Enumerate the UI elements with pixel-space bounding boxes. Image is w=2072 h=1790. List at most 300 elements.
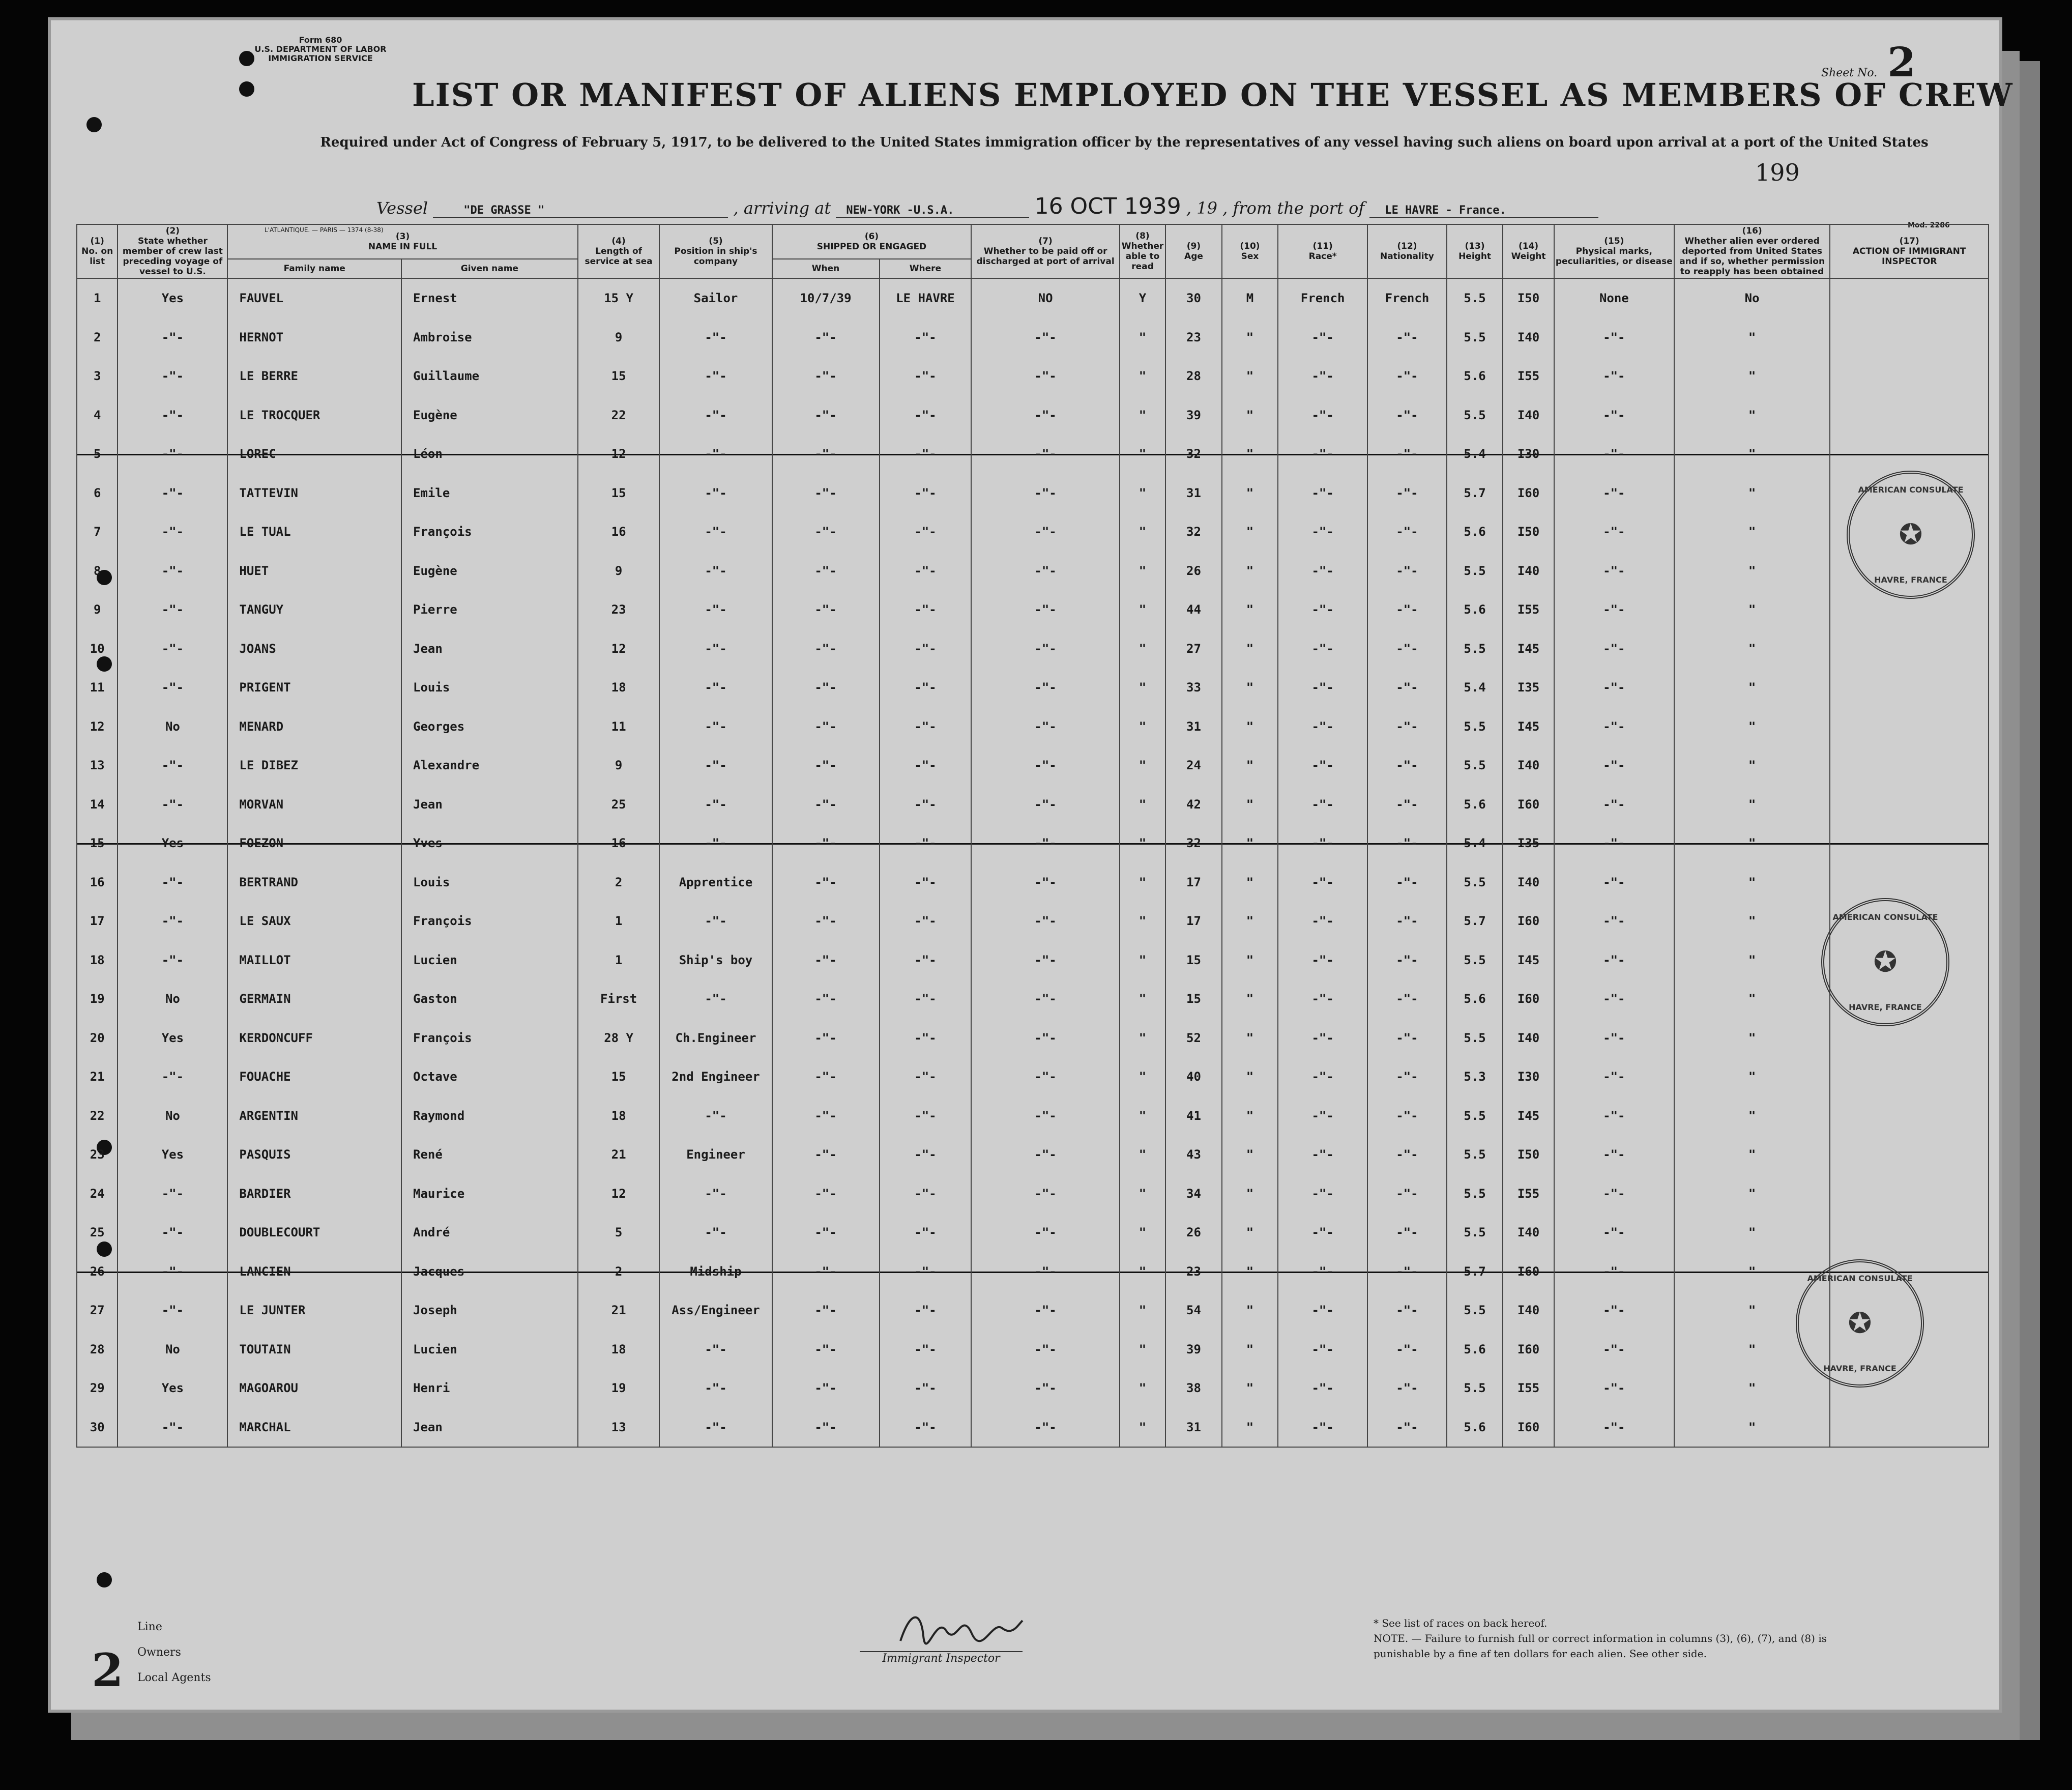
cell-given-name: André <box>401 1213 578 1252</box>
from-port: LE HAVRE - France. <box>1369 204 1598 218</box>
cell-family-name: FAUVEL <box>227 278 401 318</box>
cell-physical-marks: -"- <box>1554 746 1674 785</box>
cell-deported: " <box>1674 1135 1830 1174</box>
cell-age: 52 <box>1165 1019 1222 1058</box>
cell-physical-marks: -"- <box>1554 979 1674 1019</box>
table-row <box>77 902 1989 941</box>
cell-position: -"- <box>659 396 772 435</box>
cell-deported: " <box>1674 629 1830 669</box>
cell-deported: " <box>1674 785 1830 824</box>
page-number: 2 <box>92 1643 124 1697</box>
cell-height: 5.5 <box>1447 1135 1503 1174</box>
cell-shipped-when: -"- <box>772 474 880 513</box>
cell-inspector-action <box>1830 1096 1989 1136</box>
cell-service-length: 12 <box>578 1174 660 1214</box>
cell-weight: I55 <box>1503 1174 1554 1214</box>
cell-shipped-when: -"- <box>772 1330 880 1369</box>
table-row <box>77 1369 1989 1408</box>
cell-list-number: 4 <box>77 396 118 435</box>
cell-height: 5.4 <box>1447 668 1503 707</box>
cell-family-name: KERDONCUFF <box>227 1019 401 1058</box>
cell-height: 5.6 <box>1447 590 1503 629</box>
header-service: (4) Length of service at sea <box>578 224 660 278</box>
table-header <box>77 224 1989 278</box>
cell-previous-voyage: No <box>118 1096 227 1136</box>
cell-deported: " <box>1674 1096 1830 1136</box>
cell-shipped-when: -"- <box>772 979 880 1019</box>
cell-deported: " <box>1674 1252 1830 1291</box>
cell-shipped-when: -"- <box>772 1252 880 1291</box>
footnotes <box>1374 1615 1882 1661</box>
cell-family-name: BERTRAND <box>227 863 401 902</box>
printer-imprint: L'ATLANTIQUE. — PARIS — 1374 (8-38) <box>265 226 384 234</box>
cell-physical-marks: -"- <box>1554 435 1674 474</box>
cell-given-name: Jean <box>401 629 578 669</box>
cell-sex: " <box>1222 629 1278 669</box>
cell-able-to-read: " <box>1120 863 1165 902</box>
cell-previous-voyage: -"- <box>118 1057 227 1096</box>
cell-given-name: Ambroise <box>401 318 578 357</box>
cell-race: -"- <box>1278 746 1367 785</box>
cell-inspector-action <box>1830 396 1989 435</box>
cell-height: 5.5 <box>1447 746 1503 785</box>
cell-able-to-read: " <box>1120 1213 1165 1252</box>
stamp-bottom-text: HAVRE, FRANCE <box>1823 1364 1896 1373</box>
cell-given-name: Guillaume <box>401 357 578 396</box>
cell-sex: " <box>1222 902 1278 941</box>
header-shipped: (6) SHIPPED OR ENGAGED <box>772 224 972 259</box>
cell-previous-voyage: Yes <box>118 1019 227 1058</box>
cell-physical-marks: -"- <box>1554 474 1674 513</box>
cell-shipped-when: -"- <box>772 318 880 357</box>
cell-physical-marks: -"- <box>1554 1019 1674 1058</box>
cell-list-number: 30 <box>77 1408 118 1448</box>
cell-paid-off: -"- <box>971 1291 1119 1330</box>
cell-able-to-read: Y <box>1120 278 1165 318</box>
cell-weight: I40 <box>1503 746 1554 785</box>
cell-position: Ship's boy <box>659 941 772 980</box>
cell-height: 5.5 <box>1447 1213 1503 1252</box>
cell-race: -"- <box>1278 318 1367 357</box>
cell-nationality: -"- <box>1367 1330 1447 1369</box>
cell-inspector-action <box>1830 824 1989 863</box>
cell-physical-marks: -"- <box>1554 629 1674 669</box>
cell-list-number: 8 <box>77 552 118 591</box>
cell-shipped-where: -"- <box>880 785 972 824</box>
cell-previous-voyage: No <box>118 707 227 746</box>
cell-paid-off: NO <box>971 278 1119 318</box>
cell-previous-voyage: -"- <box>118 1291 227 1330</box>
cell-height: 5.3 <box>1447 1057 1503 1096</box>
cell-sex: " <box>1222 668 1278 707</box>
header-given-name: Given name <box>401 259 578 278</box>
cell-race: -"- <box>1278 824 1367 863</box>
cell-paid-off: -"- <box>971 707 1119 746</box>
cell-shipped-where: -"- <box>880 902 972 941</box>
cell-inspector-action <box>1830 629 1989 669</box>
cell-able-to-read: " <box>1120 1057 1165 1096</box>
cell-family-name: MORVAN <box>227 785 401 824</box>
cell-weight: I30 <box>1503 435 1554 474</box>
cell-deported: " <box>1674 1291 1830 1330</box>
cell-sex: " <box>1222 824 1278 863</box>
arriving-port: NEW-YORK -U.S.A. <box>836 204 1029 218</box>
cell-able-to-read: " <box>1120 396 1165 435</box>
cell-nationality: -"- <box>1367 1252 1447 1291</box>
cell-list-number: 2 <box>77 318 118 357</box>
cell-deported: " <box>1674 824 1830 863</box>
cell-able-to-read: " <box>1120 902 1165 941</box>
cell-nationality: -"- <box>1367 552 1447 591</box>
cell-race: -"- <box>1278 1096 1367 1136</box>
cell-list-number: 11 <box>77 668 118 707</box>
cell-paid-off: -"- <box>971 863 1119 902</box>
cell-able-to-read: " <box>1120 318 1165 357</box>
cell-previous-voyage: -"- <box>118 746 227 785</box>
cell-nationality: -"- <box>1367 1096 1447 1136</box>
cell-height: 5.5 <box>1447 396 1503 435</box>
cell-shipped-where: -"- <box>880 435 972 474</box>
cell-previous-voyage: -"- <box>118 552 227 591</box>
cell-height: 5.5 <box>1447 552 1503 591</box>
cell-service-length: 1 <box>578 902 660 941</box>
cell-position: -"- <box>659 435 772 474</box>
cell-race: -"- <box>1278 396 1367 435</box>
cell-shipped-when: -"- <box>772 357 880 396</box>
cell-deported: " <box>1674 746 1830 785</box>
cell-shipped-when: -"- <box>772 435 880 474</box>
cell-list-number: 20 <box>77 1019 118 1058</box>
cell-height: 5.5 <box>1447 318 1503 357</box>
cell-physical-marks: -"- <box>1554 902 1674 941</box>
cell-age: 24 <box>1165 746 1222 785</box>
cell-position: -"- <box>659 552 772 591</box>
cell-given-name: Pierre <box>401 590 578 629</box>
header-where: Where <box>880 259 972 278</box>
cell-deported: " <box>1674 474 1830 513</box>
cell-sex: " <box>1222 941 1278 980</box>
cell-service-length: 16 <box>578 824 660 863</box>
cell-sex: " <box>1222 552 1278 591</box>
cell-shipped-when: -"- <box>772 785 880 824</box>
footer-agents-label: Local Agents <box>137 1671 211 1684</box>
cell-service-length: 2 <box>578 863 660 902</box>
cell-service-length: 25 <box>578 785 660 824</box>
cell-previous-voyage: -"- <box>118 629 227 669</box>
cell-race: -"- <box>1278 863 1367 902</box>
cell-nationality: -"- <box>1367 318 1447 357</box>
cell-sex: " <box>1222 979 1278 1019</box>
cell-service-length: 22 <box>578 396 660 435</box>
cell-sex: " <box>1222 1174 1278 1214</box>
consulate-stamp <box>1796 1259 1924 1388</box>
cell-shipped-where: -"- <box>880 1019 972 1058</box>
cell-given-name: Jean <box>401 785 578 824</box>
cell-nationality: French <box>1367 278 1447 318</box>
cell-height: 5.4 <box>1447 435 1503 474</box>
cell-physical-marks: -"- <box>1554 707 1674 746</box>
table-row <box>77 1096 1989 1136</box>
cell-service-length: 9 <box>578 318 660 357</box>
date-stamp: 16 OCT 1939 <box>1034 193 1181 219</box>
cell-list-number: 3 <box>77 357 118 396</box>
cell-sex: " <box>1222 863 1278 902</box>
table-row <box>77 941 1989 980</box>
cell-able-to-read: " <box>1120 824 1165 863</box>
cell-shipped-where: -"- <box>880 1252 972 1291</box>
cell-family-name: LE JUNTER <box>227 1291 401 1330</box>
cell-weight: I40 <box>1503 396 1554 435</box>
cell-age: 39 <box>1165 396 1222 435</box>
cell-deported: " <box>1674 707 1830 746</box>
cell-sex: " <box>1222 512 1278 552</box>
cell-sex: " <box>1222 746 1278 785</box>
cell-deported: No <box>1674 278 1830 318</box>
cell-physical-marks: -"- <box>1554 863 1674 902</box>
cell-nationality: -"- <box>1367 1019 1447 1058</box>
cell-previous-voyage: -"- <box>118 435 227 474</box>
cell-inspector-action <box>1830 1057 1989 1096</box>
cell-weight: I40 <box>1503 318 1554 357</box>
cell-shipped-where: -"- <box>880 1135 972 1174</box>
form-number: Form 680 <box>299 35 342 45</box>
cell-inspector-action <box>1830 785 1989 824</box>
cell-position: -"- <box>659 707 772 746</box>
cell-weight: I30 <box>1503 1057 1554 1096</box>
cell-family-name: GERMAIN <box>227 979 401 1019</box>
cell-age: 42 <box>1165 785 1222 824</box>
cell-list-number: 1 <box>77 278 118 318</box>
cell-age: 15 <box>1165 941 1222 980</box>
cell-inspector-action <box>1830 707 1989 746</box>
cell-weight: I40 <box>1503 552 1554 591</box>
cell-family-name: BARDIER <box>227 1174 401 1214</box>
cell-race: -"- <box>1278 1408 1367 1448</box>
header-weight: (14) Weight <box>1503 224 1554 278</box>
cell-height: 5.7 <box>1447 902 1503 941</box>
cell-given-name: Emile <box>401 474 578 513</box>
cell-family-name: JOANS <box>227 629 401 669</box>
cell-able-to-read: " <box>1120 1019 1165 1058</box>
fine-note: NOTE. — Failure to furnish full or correct information in columns (3), (6), (7), and (8) is punishable by a fine af ten dollars for each alien. See other side. <box>1374 1632 1827 1660</box>
cell-able-to-read: " <box>1120 746 1165 785</box>
cell-shipped-where: -"- <box>880 1096 972 1136</box>
cell-age: 31 <box>1165 1408 1222 1448</box>
cell-family-name: PRIGENT <box>227 668 401 707</box>
cell-sex: " <box>1222 1096 1278 1136</box>
cell-list-number: 9 <box>77 590 118 629</box>
cell-nationality: -"- <box>1367 512 1447 552</box>
header-family-name: Family name <box>227 259 401 278</box>
cell-race: -"- <box>1278 474 1367 513</box>
year-suffix: , 19 <box>1186 198 1217 218</box>
eagle-icon: ✪ <box>1848 1307 1872 1340</box>
cell-nationality: -"- <box>1367 1291 1447 1330</box>
cell-position: -"- <box>659 785 772 824</box>
cell-race: -"- <box>1278 1174 1367 1214</box>
cell-paid-off: -"- <box>971 590 1119 629</box>
cell-deported: " <box>1674 1057 1830 1096</box>
cell-paid-off: -"- <box>971 1057 1119 1096</box>
cell-paid-off: -"- <box>971 902 1119 941</box>
cell-nationality: -"- <box>1367 902 1447 941</box>
cell-height: 5.6 <box>1447 1330 1503 1369</box>
cell-service-length: 18 <box>578 668 660 707</box>
cell-shipped-where: -"- <box>880 863 972 902</box>
cell-position: -"- <box>659 318 772 357</box>
cell-position: -"- <box>659 1096 772 1136</box>
cell-position: -"- <box>659 512 772 552</box>
cell-weight: I50 <box>1503 1135 1554 1174</box>
cell-inspector-action <box>1830 278 1989 318</box>
cell-given-name: Ernest <box>401 278 578 318</box>
cell-given-name: Georges <box>401 707 578 746</box>
cell-paid-off: -"- <box>971 474 1119 513</box>
cell-physical-marks: -"- <box>1554 1057 1674 1096</box>
table-body <box>77 278 1989 1447</box>
table-row <box>77 1252 1989 1291</box>
cell-able-to-read: " <box>1120 1174 1165 1214</box>
required-text: Required under Act of Congress of February 5, 1917, to be delivered to the United States immigration officer by the representatives of any vessel having such aliens on board upon arrival at a port of the United States <box>320 135 1929 150</box>
cell-service-length: 15 <box>578 1057 660 1096</box>
cell-paid-off: -"- <box>971 396 1119 435</box>
cell-physical-marks: -"- <box>1554 1408 1674 1448</box>
cell-family-name: TATTEVIN <box>227 474 401 513</box>
cell-shipped-when: -"- <box>772 902 880 941</box>
cell-given-name: François <box>401 1019 578 1058</box>
cell-shipped-when: -"- <box>772 629 880 669</box>
cell-weight: I55 <box>1503 357 1554 396</box>
table-row <box>77 863 1989 902</box>
cell-physical-marks: -"- <box>1554 1369 1674 1408</box>
cell-able-to-read: " <box>1120 1291 1165 1330</box>
cell-paid-off: -"- <box>971 1019 1119 1058</box>
cell-shipped-when: -"- <box>772 1019 880 1058</box>
cell-nationality: -"- <box>1367 824 1447 863</box>
cell-shipped-when: -"- <box>772 1135 880 1174</box>
cell-position: -"- <box>659 474 772 513</box>
cell-weight: I40 <box>1503 1213 1554 1252</box>
table-row <box>77 278 1989 318</box>
cell-race: -"- <box>1278 941 1367 980</box>
cell-paid-off: -"- <box>971 629 1119 669</box>
cell-paid-off: -"- <box>971 746 1119 785</box>
cell-shipped-when: -"- <box>772 668 880 707</box>
header-name: (3) NAME IN FULL <box>227 224 577 259</box>
cell-list-number: 18 <box>77 941 118 980</box>
cell-list-number: 27 <box>77 1291 118 1330</box>
cell-sex: " <box>1222 1135 1278 1174</box>
header-deported: (16) Whether alien ever ordered deported from United States and if so, whether permission to reapply has been obtained <box>1674 224 1830 278</box>
cell-height: 5.5 <box>1447 1174 1503 1214</box>
cell-deported: " <box>1674 435 1830 474</box>
cell-weight: I45 <box>1503 1096 1554 1136</box>
cell-weight: I45 <box>1503 629 1554 669</box>
cell-height: 5.5 <box>1447 1369 1503 1408</box>
cell-nationality: -"- <box>1367 357 1447 396</box>
header-nationality: (12) Nationality <box>1367 224 1447 278</box>
cell-weight: I60 <box>1503 474 1554 513</box>
cell-race: -"- <box>1278 902 1367 941</box>
cell-age: 43 <box>1165 1135 1222 1174</box>
cell-nationality: -"- <box>1367 629 1447 669</box>
cell-physical-marks: -"- <box>1554 1213 1674 1252</box>
cell-family-name: MENARD <box>227 707 401 746</box>
cell-inspector-action <box>1830 746 1989 785</box>
cell-deported: " <box>1674 902 1830 941</box>
cell-paid-off: -"- <box>971 941 1119 980</box>
cell-shipped-when: -"- <box>772 746 880 785</box>
cell-given-name: Léon <box>401 435 578 474</box>
cell-weight: I40 <box>1503 863 1554 902</box>
cell-nationality: -"- <box>1367 668 1447 707</box>
cell-nationality: -"- <box>1367 435 1447 474</box>
cell-paid-off: -"- <box>971 1252 1119 1291</box>
cell-race: -"- <box>1278 1330 1367 1369</box>
table-row <box>77 824 1989 863</box>
cell-age: 32 <box>1165 435 1222 474</box>
cell-service-length: 21 <box>578 1291 660 1330</box>
cell-height: 5.6 <box>1447 979 1503 1019</box>
cell-sex: " <box>1222 474 1278 513</box>
service: IMMIGRATION SERVICE <box>268 53 373 63</box>
cell-sex: " <box>1222 785 1278 824</box>
cell-sex: " <box>1222 1330 1278 1369</box>
cell-given-name: Henri <box>401 1369 578 1408</box>
header-paid-off: (7) Whether to be paid off or discharged at port of arrival <box>971 224 1119 278</box>
cell-shipped-where: LE HAVRE <box>880 278 972 318</box>
cell-paid-off: -"- <box>971 357 1119 396</box>
cell-position: -"- <box>659 1213 772 1252</box>
cell-given-name: François <box>401 512 578 552</box>
inspector-signature <box>895 1605 1028 1651</box>
cell-able-to-read: " <box>1120 512 1165 552</box>
cell-position: -"- <box>659 1330 772 1369</box>
cell-race: -"- <box>1278 552 1367 591</box>
cell-service-length: 21 <box>578 1135 660 1174</box>
cell-given-name: Eugène <box>401 552 578 591</box>
table-row <box>77 435 1989 474</box>
cell-race: French <box>1278 278 1367 318</box>
cell-shipped-when: -"- <box>772 1408 880 1448</box>
cell-paid-off: -"- <box>971 979 1119 1019</box>
cell-shipped-when: -"- <box>772 1057 880 1096</box>
table-row <box>77 1330 1989 1369</box>
cell-list-number: 12 <box>77 707 118 746</box>
cell-age: 17 <box>1165 902 1222 941</box>
cell-race: -"- <box>1278 785 1367 824</box>
cell-age: 30 <box>1165 278 1222 318</box>
cell-age: 31 <box>1165 707 1222 746</box>
table-row <box>77 668 1989 707</box>
cell-deported: " <box>1674 863 1830 902</box>
cell-sex: " <box>1222 590 1278 629</box>
cell-weight: I60 <box>1503 1252 1554 1291</box>
cell-previous-voyage: -"- <box>118 785 227 824</box>
cell-service-length: 2 <box>578 1252 660 1291</box>
cell-service-length: 9 <box>578 552 660 591</box>
cell-race: -"- <box>1278 707 1367 746</box>
cell-shipped-where: -"- <box>880 1408 972 1448</box>
cell-previous-voyage: -"- <box>118 1408 227 1448</box>
cell-service-length: 11 <box>578 707 660 746</box>
cell-position: Midship <box>659 1252 772 1291</box>
cell-service-length: 15 <box>578 357 660 396</box>
cell-height: 5.6 <box>1447 357 1503 396</box>
cell-family-name: FOUACHE <box>227 1057 401 1096</box>
cell-nationality: -"- <box>1367 1408 1447 1448</box>
cell-deported: " <box>1674 512 1830 552</box>
